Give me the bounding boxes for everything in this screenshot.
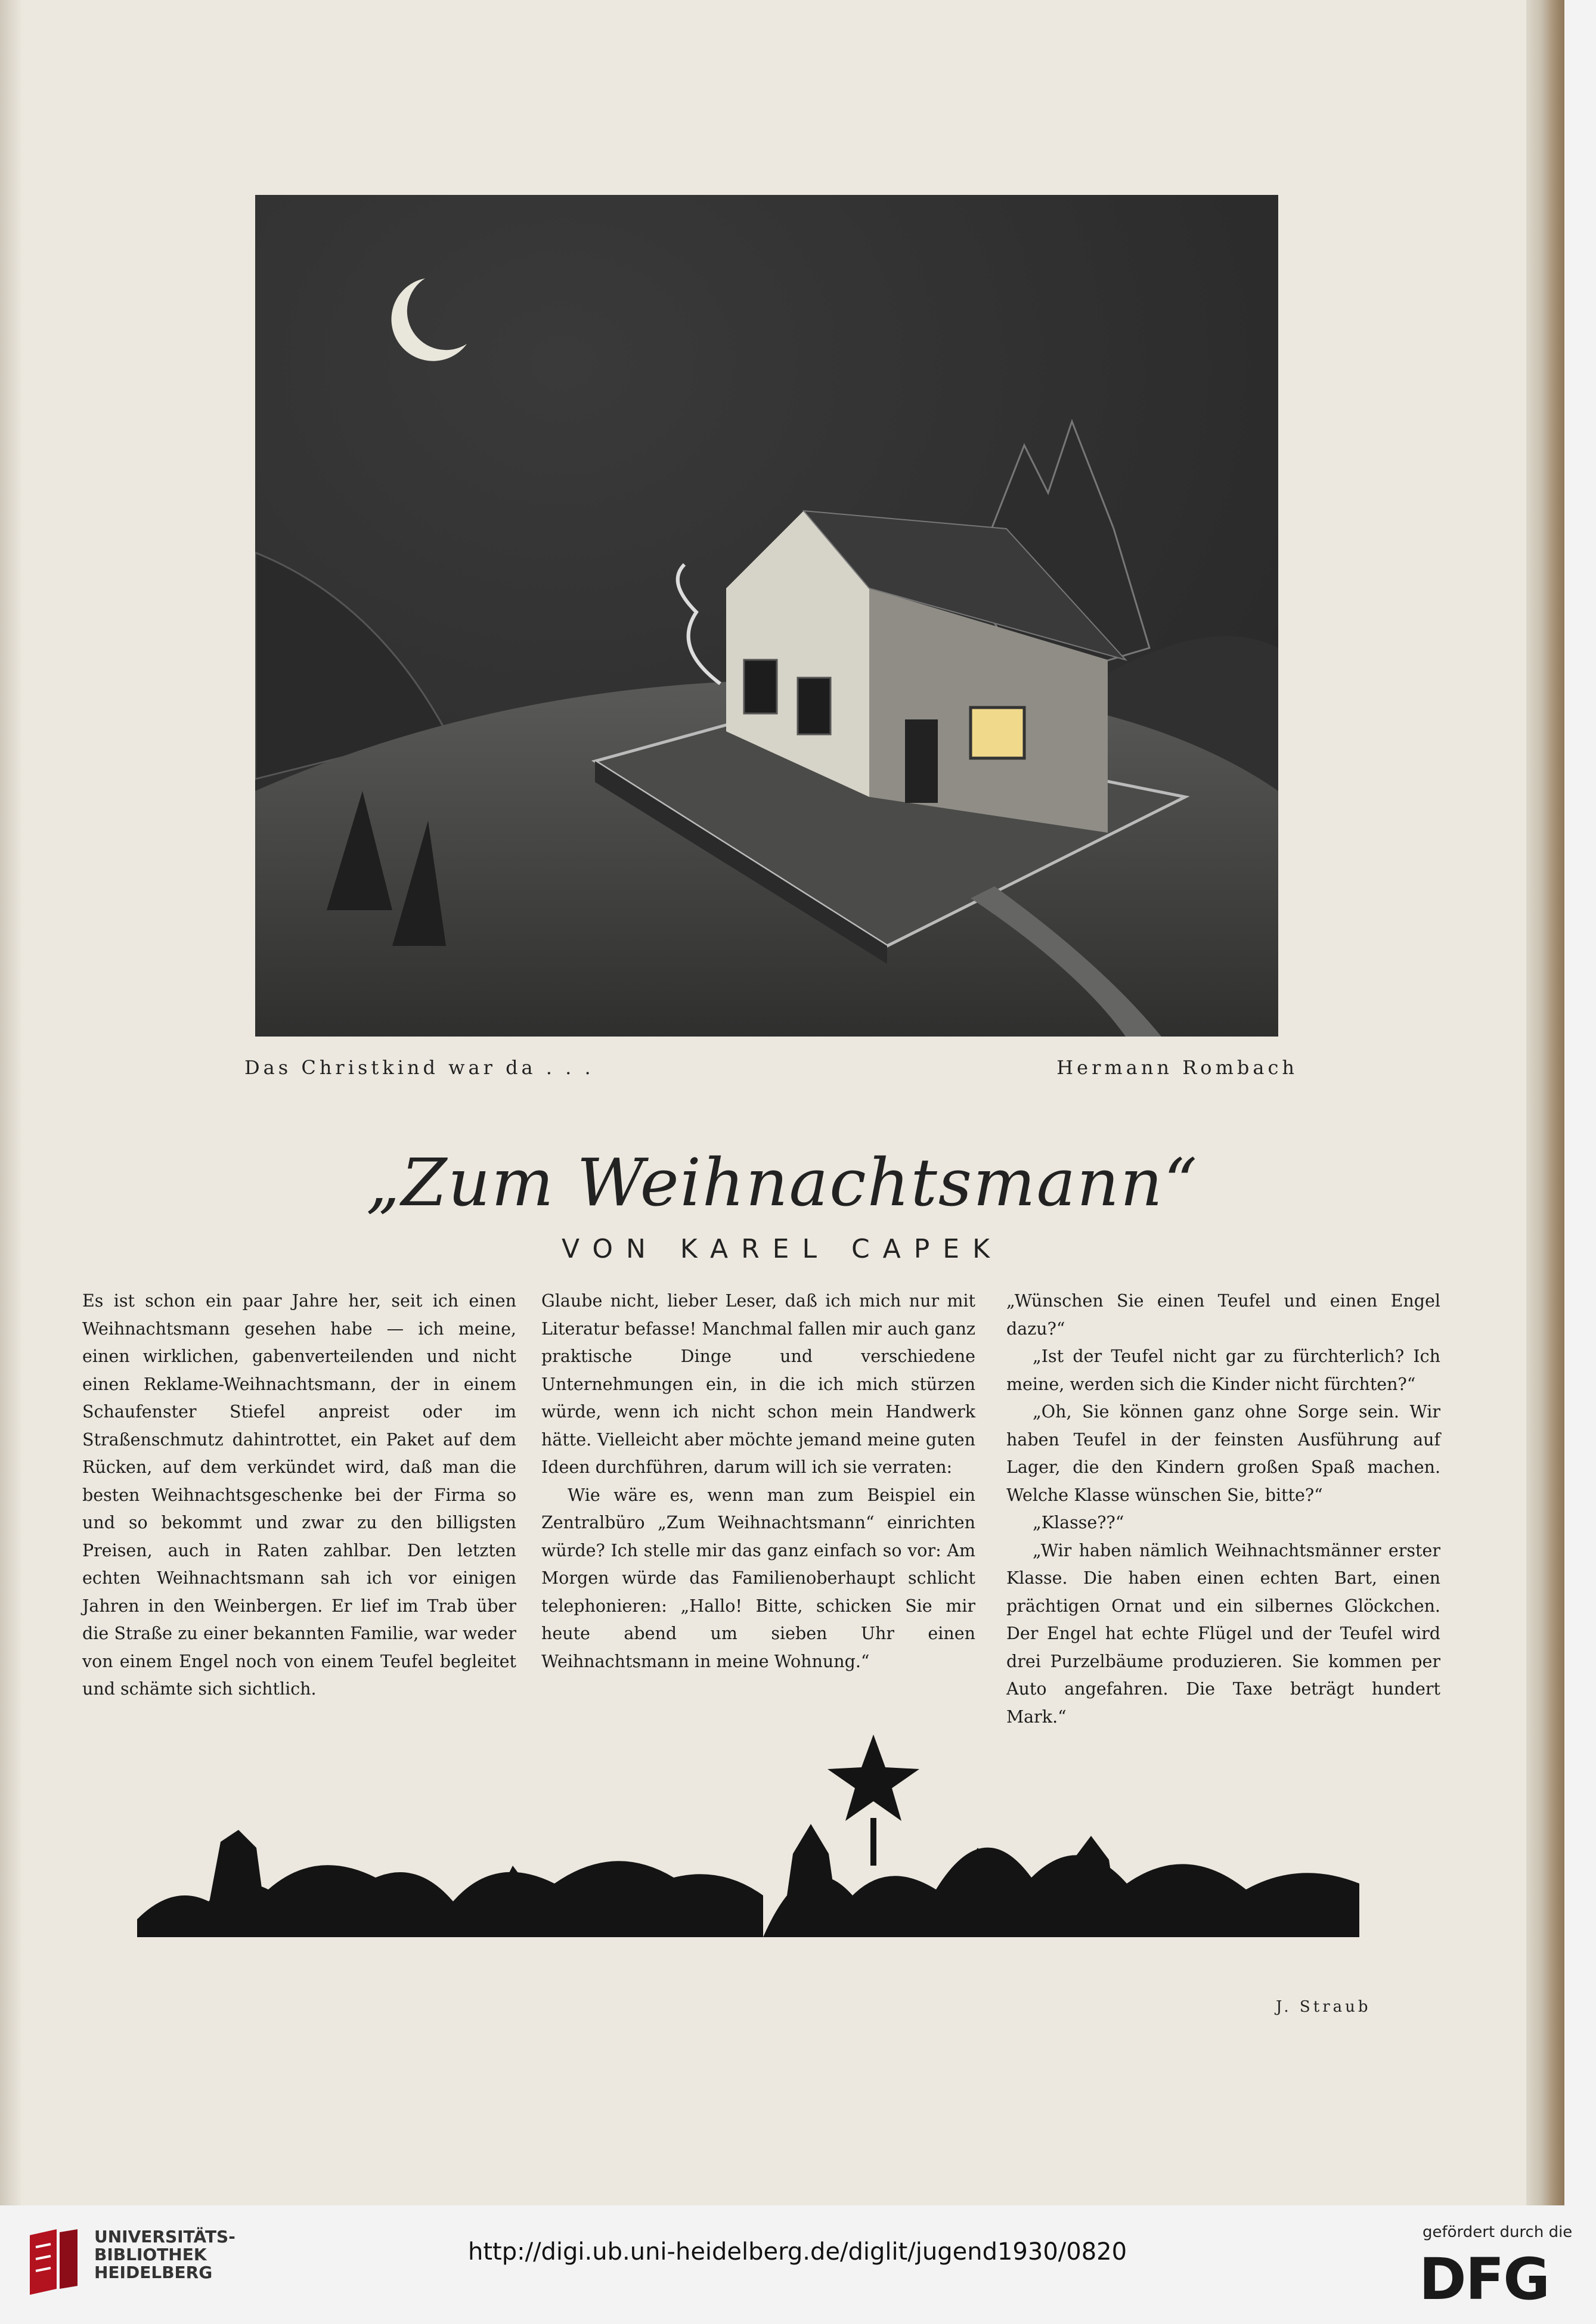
illustration-caption: Das Christkind war da . . . [244,1056,594,1079]
library-name[interactable] [94,2228,235,2282]
paragraph: „Wünschen Sie einen Teufel und einen Engel dazu?“ [1006,1291,1440,1339]
library-logo-icon[interactable] [24,2229,83,2297]
article-byline: VON KAREL CAPEK [562,1234,1003,1264]
star-icon [828,1735,919,1821]
paragraph: Es ist schon ein paar Jahre her, seit ich einen Weihnachtsmann gesehen habe — ich meine, einen wirklichen, gabenverteilenden und nicht einen Reklame-Weihnachtsmann, der in einem Schaufenster Stiefel anpreist oder im Straßenschmutz dahintrottet, ein Paket auf dem Rücken, auf dem verkündet wird, daß man die besten Weihnachtsgeschenke bei der Firma so und so bekommt und zwar zu den billigsten Preisen, auch in Raten zahlbar. Den letzten echten Weihnachtsmann sah ich vor einigen Jahren in den Weinbergen. Er lief im Trab über die Straße zu einer bekannten Familie, war weder von einem Engel noch von einem Teufel begleitet und schämte sich sichtlich. [82,1291,516,1699]
text-column-1 [82,1287,516,1704]
library-line: BIBLIOTHEK [94,2245,207,2264]
illustration-artist: Hermann Rombach [1056,1056,1298,1079]
paragraph: „Ist der Teufel nicht gar zu fürchterlich? Ich meine, werden sich die Kinder nicht fürchten?“ [1006,1346,1440,1394]
night-house-illustration [255,195,1278,1037]
nativity-silhouette [137,1723,1407,1961]
permalink-url[interactable]: http://digi.ub.uni-heidelberg.de/diglit/jugend1930/0820 [468,2238,1127,2266]
lit-window [971,708,1024,758]
paragraph: Wie wäre es, wenn man zum Beispiel ein Zentralbüro „Zum Weihnachtsmann“ einrichten würde? Ich stelle mir das ganz einfach so vor: Am Morgen würde das Familienoberhaupt schlicht telephonieren: „Hallo! Bitte, schicken Sie mir heute abend um sieben Uhr einen Weihnachtsmann in meine Wohnung.“ [541,1485,975,1671]
library-line: UNIVERSITÄTS- [94,2227,235,2247]
side-door [905,719,938,803]
paragraph: „Oh, Sie können ganz ohne Sorge sein. Wir haben Teufel in der feinsten Ausführung auf Lager, die den Kindern großen Spaß machen. Welche Klasse wünschen Sie, bitte?“ [1006,1402,1440,1505]
shepherd-figure [203,1830,268,1937]
front-window-right [798,678,830,734]
silhouette-credit: J. Straub [1276,1998,1371,2016]
text-column-2 [541,1287,975,1675]
joseph-figure [781,1824,841,1937]
paragraph: „Wir haben nämlich Weihnachtsmänner erster Klasse. Die haben einen echten Bart, einen prächtigen Ornat und ein silbernes Glöckchen. Der Engel hat echte Flügel und der Teufel wird drei Purzelbäume produzieren. Sie kommen per Auto angefahren. Die Taxe beträgt hundert Mark.“ [1006,1540,1440,1727]
article-title: „Zum Weihnachtsmann“ [365,1144,1199,1221]
paragraph: „Klasse??“ [1033,1513,1124,1532]
dfg-label: gefördert durch die [1423,2223,1573,2241]
text-column-3 [1006,1287,1440,1731]
front-window-left [744,660,777,713]
page-binding-shadow [0,0,23,2205]
page-edge [1526,0,1564,2205]
library-line: HEIDELBERG [94,2263,213,2282]
king2-figure [1061,1836,1121,1937]
dfg-logo[interactable]: DFG [1419,2246,1549,2313]
paragraph: Glaube nicht, lieber Leser, daß ich mich nur mit Literatur befasse! Manchmal fallen mir auch ganz praktische Dinge und verschiedene Unternehmungen ein, in die ich mich stürzen würde, wenn ich nicht schon mein Handwerk hätte. Vielleicht aber möchte jemand meine guten Ideen durchführen, darum will ich sie verraten: [541,1291,975,1477]
